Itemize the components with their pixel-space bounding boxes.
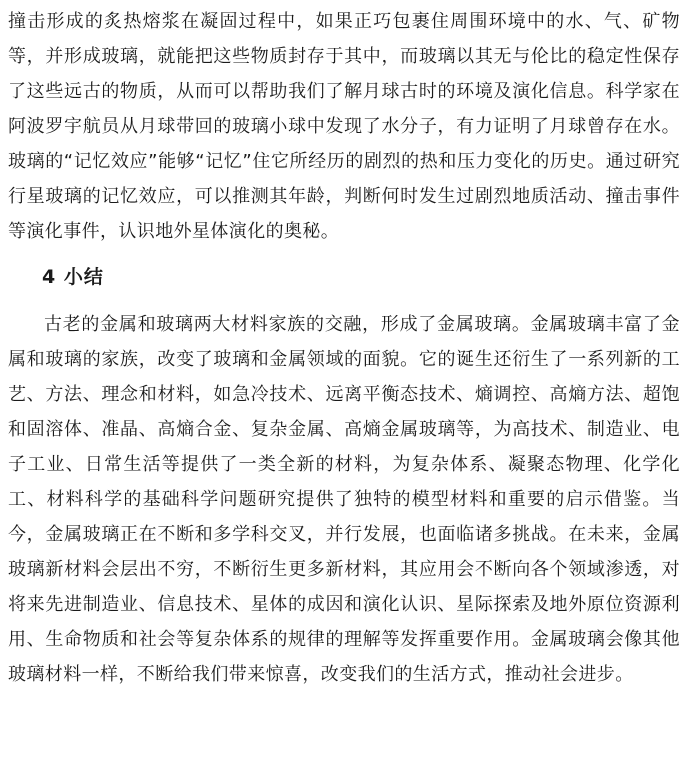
section-heading-summary: 4 小结 [42,266,104,288]
paragraph-glass-memory: 撞击形成的炙热熔浆在凝固过程中，如果正巧包裹住周围环境中的水、气、矿物等，并形成玻璃，就能把这些物质封存于其中，而玻璃以其无与伦比的稳定性保存了这些远古的物质，从而可以帮助我们了解月球古时的环境及演化信息。科学家在阿波罗宇航员从月球带回的玻璃小球中发现了水分子，有力证明了月球曾存在水。玻璃的“记忆效应”能够“记忆”住它所经历的剧烈的热和压力变化的历史。通过研究行星玻璃的记忆效应，可以推测其年龄，判断何时发生过剧烈地质活动、撞击事件等演化事件，认识地外星体演化的奥秘。 [8,11,680,242]
paragraph-summary: 古老的金属和玻璃两大材料家族的交融，形成了金属玻璃。金属玻璃丰富了金属和玻璃的家族，改变了玻璃和金属领域的面貌。它的诞生还衍生了一系列新的工艺、方法、理念和材料，如急冷技术、远离平衡态技术、熵调控、高熵方法、超饱和固溶体、准晶、高熵合金、复杂金属、高熵金属玻璃等，为高技术、制造业、电子工业、日常生活等提供了一类全新的材料，为复杂体系、凝聚态物理、化学化工、材料科学的基础科学问题研究提供了独特的模型材料和重要的启示借鉴。当今，金属玻璃正在不断和多学科交叉，并行发展，也面临诸多挑战。在未来，金属玻璃新材料会层出不穷，不断衍生更多新材料，其应用会不断向各个领域渗透，对将来先进制造业、信息技术、星体的成因和演化认识、星际探索及地外原位资源利用、生命物质和社会等复杂体系的规律的理解等发挥重要作用。金属玻璃会像其他玻璃材料一样，不断给我们带来惊喜，改变我们的生活方式，推动社会进步。 [8,314,680,685]
